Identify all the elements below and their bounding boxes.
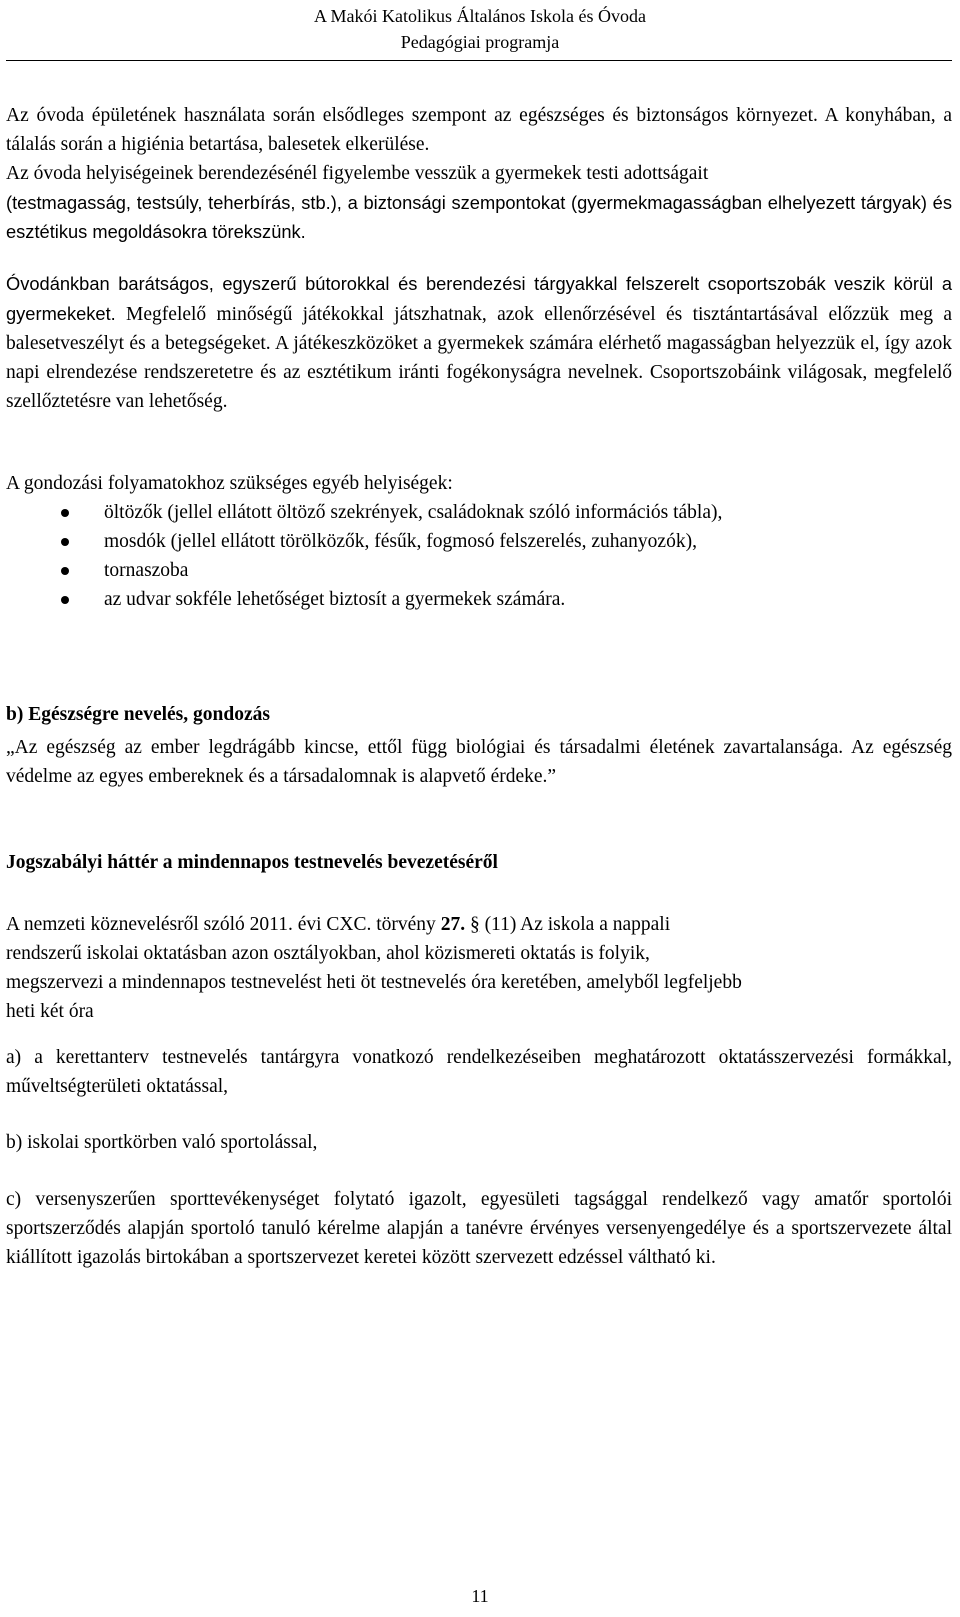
legal-text: megszervezi a mindennapos testnevelést heti öt testnevelés óra keretében, amelyből legfeljebb bbox=[6, 972, 742, 993]
legal-section bbox=[6, 848, 952, 1026]
list-item-text: az udvar sokféle lehetőséget biztosít a gyermekek számára. bbox=[104, 589, 566, 610]
legal-item-c bbox=[6, 1185, 952, 1272]
header-divider bbox=[6, 60, 952, 61]
legal-text bbox=[6, 910, 952, 939]
list-item bbox=[6, 527, 952, 556]
paragraph-sentence: Óvodánkban barátságos, egyszerű bútorokkal és berendezési tárgyakkal felszerelt csoportszobák veszik körül a gyermekeket. bbox=[6, 273, 952, 324]
page-header bbox=[0, 3, 960, 55]
section-quote: „Az egészség az ember legdrágább kincse, ettől függ biológiai és társadalmi életének zavartalansága. Az egészség védelme az egyes embereknek és a társadalomnak is alapvető érdeke.” bbox=[6, 737, 952, 787]
section-b bbox=[6, 700, 952, 791]
section-sign: § bbox=[469, 914, 480, 935]
list-item bbox=[6, 556, 952, 585]
legal-item-text: c) versenyszerűen sporttevékenységet folytató igazolt, egyesületi tagsággal rendelkező vagy amatőr sportolói sportszerződés alapján sportoló tanuló kérelme alapján a tanévre érvényes versenyengedélye és a sportszervezete által kiállított igazolás birtokában a sportszervezet keretei között szervezett edzéssel váltható ki. bbox=[6, 1189, 952, 1268]
list-item-text: mosdók (jellel ellátott törölközők, fésűk, fogmosó felszerelés, zuhanyozók), bbox=[104, 531, 697, 552]
rooms-section bbox=[6, 469, 952, 614]
paragraph-sentence: Megfelelő minőségű játékokkal játszhatnak, azok ellenőrzésével és tisztántartásával előzzük meg a balesetveszélyt és a betegségeket. bbox=[6, 304, 952, 354]
list-item bbox=[6, 498, 952, 527]
bullet-icon bbox=[61, 509, 69, 517]
legal-item-a bbox=[6, 1043, 952, 1101]
paragraph-sentence: A játékeszközöket a gyermekek számára elérhető magasságban helyezzük el, így azok napi elrendezése rendszeretetre és az esztétikum iránti fogékonyságra nevelnek. Csoportszobáink világosak, megfelelő szellőztetésre van lehetőség. bbox=[6, 333, 952, 412]
page-number: 11 bbox=[471, 1586, 489, 1606]
section-heading: b) Egészségre nevelés, gondozás bbox=[6, 704, 270, 725]
legal-text-part: A nemzeti köznevelésről szóló 2011. évi CXC. törvény bbox=[6, 914, 441, 935]
paragraph-text: (testmagasság, testsúly, teherbírás, stb.), a biztonsági szempontokat (gyermekmagasságban elhelyezett tárgyak) és esztétikus megoldásokra törekszünk. bbox=[6, 192, 952, 242]
legal-heading: Jogszabályi háttér a mindennapos testnevelés bevezetéséről bbox=[6, 852, 498, 873]
rooms-list bbox=[6, 498, 952, 614]
bullet-icon bbox=[61, 538, 69, 546]
paragraph-text: Az óvoda épületének használata során elsődleges szempont az egészséges és biztonságos környezet. A konyhában, a tálalás során a higiénia betartása, balesetek elkerülése. bbox=[6, 105, 952, 155]
header-school-name: A Makói Katolikus Általános Iskola és Óvoda bbox=[314, 6, 646, 26]
legal-text: rendszerű iskolai oktatásban azon osztályokban, ahol közismereti oktatás is folyik, bbox=[6, 943, 650, 964]
legal-item-b bbox=[6, 1128, 952, 1157]
bullet-icon bbox=[61, 567, 69, 575]
section-number: 27. bbox=[440, 914, 466, 935]
bullet-icon bbox=[61, 596, 69, 604]
legal-text-part: (11) Az iskola a nappali bbox=[479, 914, 671, 935]
legal-text: heti két óra bbox=[6, 1001, 94, 1022]
list-item-text: öltözők (jellel ellátott öltöző szekrények, családoknak szóló információs tábla), bbox=[104, 502, 723, 523]
legal-item-text: b) iskolai sportkörben való sportolással, bbox=[6, 1132, 318, 1153]
paragraph-text bbox=[6, 269, 952, 416]
paragraph-group-rooms bbox=[6, 269, 952, 416]
list-item-text: tornaszoba bbox=[104, 560, 189, 581]
rooms-intro: A gondozási folyamatokhoz szükséges egyéb helyiségek: bbox=[6, 473, 453, 494]
paragraph-text: Az óvoda helyiségeinek berendezésénél figyelembe vesszük a gyermekek testi adottságait bbox=[6, 163, 709, 184]
header-subtitle: Pedagógiai programja bbox=[400, 32, 560, 52]
paragraph-building-use bbox=[6, 101, 952, 246]
legal-item-text: a) a kerettanterv testnevelés tantárgyra vonatkozó rendelkezéseiben meghatározott oktatásszervezési formákkal, műveltségterületi oktatással, bbox=[6, 1047, 952, 1097]
list-item bbox=[6, 585, 952, 614]
